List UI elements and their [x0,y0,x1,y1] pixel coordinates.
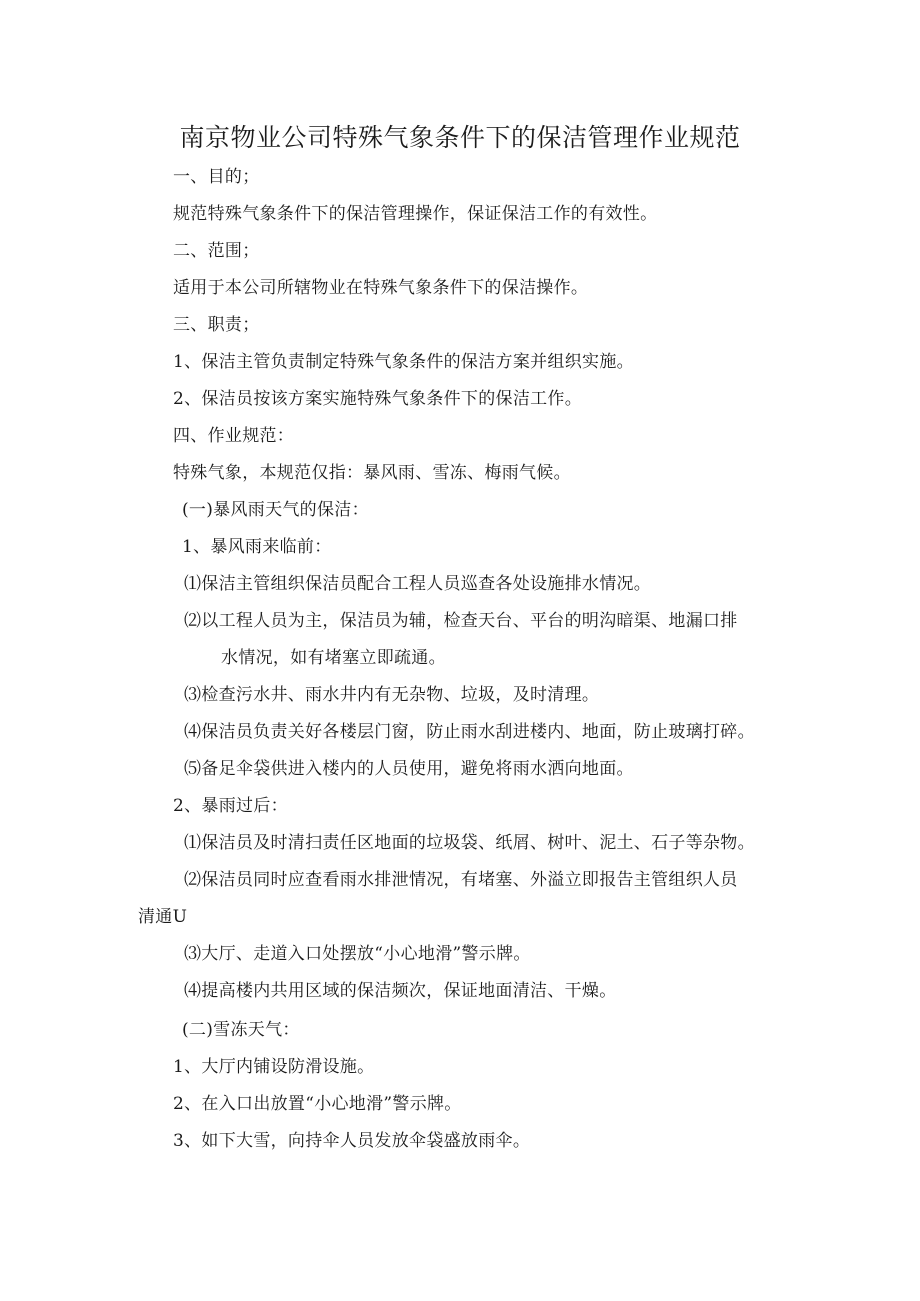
list-item-after-2-continued: 清通U [138,907,188,927]
list-heading-after-storm: 2、暴雨过后： [173,796,288,816]
paragraph-purpose: 规范特殊气象条件下的保洁管理操作，保证保洁工作的有效性。 [173,204,658,224]
list-item-snow-1: 1、大厅内铺设防滑设施。 [173,1057,375,1077]
list-heading-before-storm: 1、暴风雨来临前： [182,537,332,557]
section-heading-scope: 二、范围； [173,241,260,261]
list-item-before-1: ⑴保洁主管组织保洁员配合工程人员巡查各处设施排水情况。 [184,574,652,594]
list-item-before-4: ⑷保洁员负责关好各楼层门窗，防止雨水刮进楼内、地面，防止玻璃打碎。 [184,722,755,742]
subsection-heading-snow: (二)雪冻天气： [182,1020,300,1040]
document-title: 南京物业公司特殊气象条件下的保洁管理作业规范 [179,123,741,152]
section-heading-purpose: 一、目的； [173,167,260,187]
list-item-before-3: ⑶检查污水井、雨水井内有无杂物、垃圾，及时清理。 [184,685,600,705]
list-item-before-2: ⑵以工程人员为主，保洁员为辅，检查天台、平台的明沟暗渠、地漏口排 [184,611,738,631]
list-item-after-4: ⑷提高楼内共用区域的保洁频次，保证地面清洁、干燥。 [184,981,617,1001]
section-heading-duties: 三、职责； [173,315,260,335]
list-item-snow-2: 2、在入口出放置“小心地滑”警示牌。 [173,1094,462,1114]
list-item-snow-3: 3、如下大雪，向持伞人员发放伞袋盛放雨伞。 [173,1131,531,1151]
list-item-after-2: ⑵保洁员同时应查看雨水排泄情况，有堵塞、外溢立即报告主管组织人员 [184,870,738,890]
paragraph-scope: 适用于本公司所辖物业在特殊气象条件下的保洁操作。 [173,278,589,298]
list-item-before-2-continued: 水情况，如有堵塞立即疏通。 [221,648,446,668]
list-item-after-3: ⑶大厅、走道入口处摆放“小心地滑”警示牌。 [184,944,531,964]
list-item-duty-1: 1、保洁主管负责制定特殊气象条件的保洁方案并组织实施。 [173,352,634,372]
list-item-before-5: ⑸备足伞袋供进入楼内的人员使用，避免将雨水洒向地面。 [184,759,634,779]
paragraph-standards-scope: 特殊气象，本规范仅指：暴风雨、雪冻、梅雨气候。 [173,463,571,483]
list-item-after-1: ⑴保洁员及时清扫责任区地面的垃圾袋、纸屑、树叶、泥土、石子等杂物。 [184,833,755,853]
section-heading-standards: 四、作业规范： [173,426,295,446]
list-item-duty-2: 2、保洁员按该方案实施特殊气象条件下的保洁工作。 [173,389,583,409]
subsection-heading-storm: (一)暴风雨天气的保洁： [182,500,369,520]
